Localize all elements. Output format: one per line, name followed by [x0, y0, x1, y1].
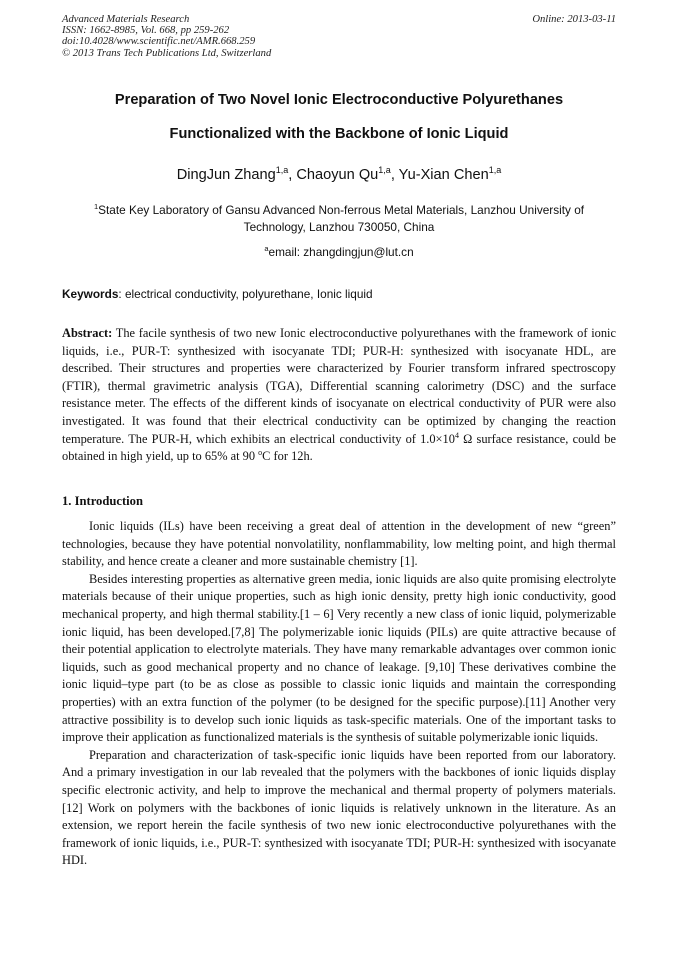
author-separator: , — [288, 167, 297, 183]
journal-header — [62, 14, 616, 59]
email-mark: a — [264, 244, 269, 253]
affiliation-mark: 1 — [93, 202, 99, 211]
affiliation — [62, 202, 616, 236]
journal-name: Advanced Materials Research — [62, 14, 190, 25]
keywords-label: Keywords — [62, 287, 119, 301]
author-name: Yu-Xian Chen — [398, 167, 489, 183]
email-line — [62, 244, 616, 261]
email-text: email: zhangdingjun@lut.cn — [268, 245, 414, 259]
abstract-label: Abstract: — [62, 326, 113, 340]
affiliation-text: State Key Laboratory of Gansu Advanced Non-ferrous Metal Materials, Lanzhou University of Technology, Lanzhou 730050, China — [98, 203, 585, 234]
author-separator: , — [390, 167, 399, 183]
paragraph: Ionic liquids (ILs) have been receiving a great deal of attention in the development of new “green” technologies, because they have potential nonvolatility, nonflammability, low melting point, and high thermal stability, and hence create a cleaner and more sustainable chemistry [1]. — [62, 519, 616, 569]
author-affiliation-mark: 1,a — [275, 165, 289, 175]
abstract-degree: o — [258, 448, 263, 458]
author-affiliation-mark: 1,a — [488, 165, 502, 175]
online-date: Online: 2013-03-11 — [532, 14, 616, 25]
section-heading: 1. Introduction — [62, 494, 143, 508]
abstract — [62, 325, 616, 466]
keywords — [62, 287, 616, 301]
paragraph: Preparation and characterization of task-specific ionic liquids have been reported from our laboratory. And a primary investigation in our lab revealed that the polymers with the backbones of ionic liquids display specific electronic activity, and help to improve the mechanical and thermal property of polymers materials. [12] Work on polymers with the backbones of ionic liquids is relatively unknown in the literature. As an extension, we report herein the facile synthesis of two new ionic electroconductive polyurethanes with the framework of ionic liquids, i.e., PUR-T: synthesized with isocyanate TDI; PUR-H: synthesized with isocyanate HDI. — [62, 747, 616, 868]
abstract-text: C for 12h. — [262, 449, 313, 464]
abstract-text: Ω surface resistance, could be obtained in high yield, up to 65% at 90 — [62, 431, 616, 464]
keywords-text: : electrical conductivity, polyurethane, Ionic liquid — [118, 287, 373, 301]
copyright: © 2013 Trans Tech Publications Ltd, Switzerland — [62, 47, 272, 59]
introduction-body — [62, 518, 616, 870]
author-name: DingJun Zhang — [176, 167, 276, 183]
paper-title-line-1: Preparation of Two Novel Ionic Electroconductive Polyurethanes — [114, 92, 564, 108]
author-affiliation-mark: 1,a — [378, 165, 391, 175]
paper-title-line-2: Functionalized with the Backbone of Ionic Liquid — [169, 126, 509, 142]
issn: ISSN: 1662-8985, Vol. 668, pp 259-262 — [62, 25, 230, 37]
abstract-text: The facile synthesis of two new Ionic electroconductive polyurethanes with the framework of ionic liquids, i.e., PUR-T: synthesized with isocyanate TDI; PUR-H: synthesized with isocyanate HDL, are described. Their structures and properties were characterized by Fourier transform infrared spectroscopy (FTIR), thermal gravimetric analysis (TGA), Differential scanning calorimetry (DSC) and the surface resistance meter. The effects of the different kinds of isocyanate on electrical conductivity of PUR were also investigated. It was found that their electrical conductivity can be optimized by changing the reaction temperature. The PUR-H, which exhibits an electrical conductivity of 1.0×10 — [62, 326, 616, 446]
doi: doi:10.4028/www.scientific.net/AMR.668.259 — [62, 36, 256, 48]
paragraph: Besides interesting properties as alternative green media, ionic liquids are also quite promising electrolyte materials because of their unique properties, such as high ionic density, pretty high ionic conductivity, good mechanical property, and high thermal stability.[1 – 6] Very recently a new class of ionic liquid, polymerizable ionic liquid, has been developed.[7,8] The polymerizable ionic liquids (PILs) are quite attractive because of their potential application to electrolyte materials. They have many remarkable advantages over common ionic liquids, such as good mechanical property and no chance of leakage. [9,10] These derivatives combine the ionic liquid–type part (to be as close as possible to classic ionic liquids and maintain the corresponding properties) with an extra function of the polymer (to be designed for the specific purpose).[11] Another very attractive possibility is to develop such ionic liquids as task-specific materials. One of the important tasks to improve their application as functionalized materials is the synthesis of suitable polymerizable ionic liquids. — [62, 571, 616, 745]
author-list — [0, 167, 678, 183]
author-name: Chaoyun Qu — [296, 167, 379, 183]
abstract-exponent: 4 — [454, 430, 459, 440]
